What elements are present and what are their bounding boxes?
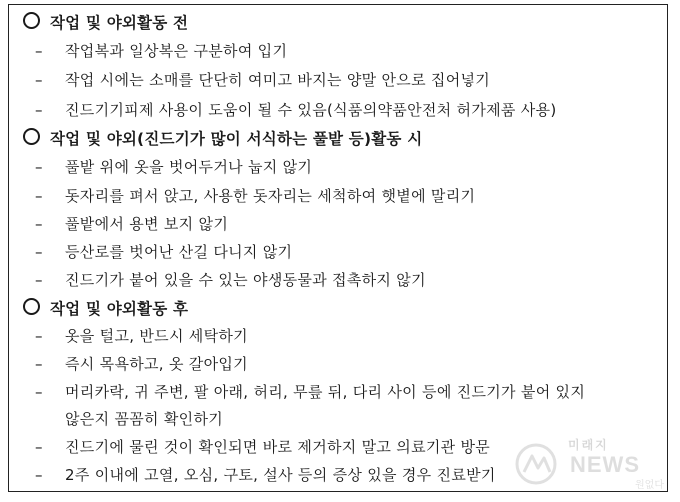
section-heading-text: 작업 및 야외활동 후 (50, 300, 189, 318)
dash-marker: – (35, 327, 43, 345)
circle-bullet-icon (23, 12, 40, 29)
dash-marker: – (35, 215, 43, 233)
list-item-text: 않은지 꼼꼼히 확인하기 (65, 410, 224, 428)
list-item-text: 진드기기피제 사용이 도움이 될 수 있음(식품의약품안전처 허가제품 사용) (65, 101, 557, 119)
list-item (35, 40, 287, 61)
list-item (35, 99, 556, 120)
section-heading-text: 작업 및 야외활동 전 (50, 14, 189, 32)
list-item-text: 돗자리를 펴서 앉고, 사용한 돗자리는 세척하여 햇볕에 말리기 (65, 187, 476, 205)
list-item-text: 풀밭 위에 옷을 벗어두거나 눕지 않기 (65, 158, 313, 176)
list-item-text: 풀밭에서 용변 보지 않기 (65, 215, 229, 233)
list-item (35, 325, 248, 346)
list-item-text: 머리카락, 귀 주변, 팔 아래, 허리, 무릎 뒤, 다리 사이 등에 진드기가 붙어 있지 (65, 383, 586, 401)
dash-marker: – (35, 42, 43, 60)
list-item-text: 등산로를 벗어난 산길 다니지 않기 (65, 243, 293, 261)
list-item (35, 156, 312, 177)
section-heading-before (23, 11, 188, 33)
dash-marker: – (35, 383, 43, 401)
list-item-text: 옷을 털고, 반드시 세탁하기 (65, 327, 248, 345)
list-item (35, 381, 585, 402)
dash-marker: – (35, 101, 43, 119)
section-heading-after (23, 297, 188, 319)
dash-marker: – (35, 438, 43, 456)
dash-marker: – (35, 355, 43, 373)
dash-marker: – (35, 243, 43, 261)
list-item (35, 353, 248, 374)
list-item-text: 2주 이내에 고열, 오심, 구토, 설사 등의 증상 있을 경우 진료받기 (65, 466, 496, 484)
dash-marker: – (35, 187, 43, 205)
guideline-box (8, 4, 668, 492)
list-item (35, 69, 490, 90)
list-item (35, 269, 426, 290)
list-item (35, 185, 475, 206)
list-item-text: 작업 시에는 소매를 단단히 여미고 바지는 양말 안으로 집어넣기 (65, 71, 491, 89)
list-item-text: 진드기가 붙어 있을 수 있는 야생동물과 접촉하지 않기 (65, 271, 426, 289)
dash-marker: – (35, 271, 43, 289)
dash-marker: – (35, 158, 43, 176)
section-heading-during (23, 127, 422, 149)
circle-bullet-icon (23, 128, 40, 145)
list-item (35, 464, 496, 485)
list-item (35, 213, 228, 234)
list-item-continuation (65, 408, 223, 429)
dash-marker: – (35, 466, 43, 484)
section-heading-text: 작업 및 야외(진드기가 많이 서식하는 풀밭 등)활동 시 (50, 130, 423, 148)
watermark-text-top: 미래지 (568, 438, 609, 452)
list-item (35, 241, 292, 262)
list-item (35, 436, 490, 457)
list-item-text: 진드기에 물린 것이 확인되면 바로 제거하지 말고 의료기관 방문 (65, 438, 491, 456)
watermark-text-main: NEWS (570, 452, 640, 477)
list-item-text: 작업복과 일상복은 구분하여 입기 (65, 42, 288, 60)
watermark-text-bottom: 원없다 (635, 480, 664, 491)
list-item-text: 즉시 목욕하고, 옷 갈아입기 (65, 355, 248, 373)
dash-marker: – (35, 71, 43, 89)
circle-bullet-icon (23, 298, 40, 315)
